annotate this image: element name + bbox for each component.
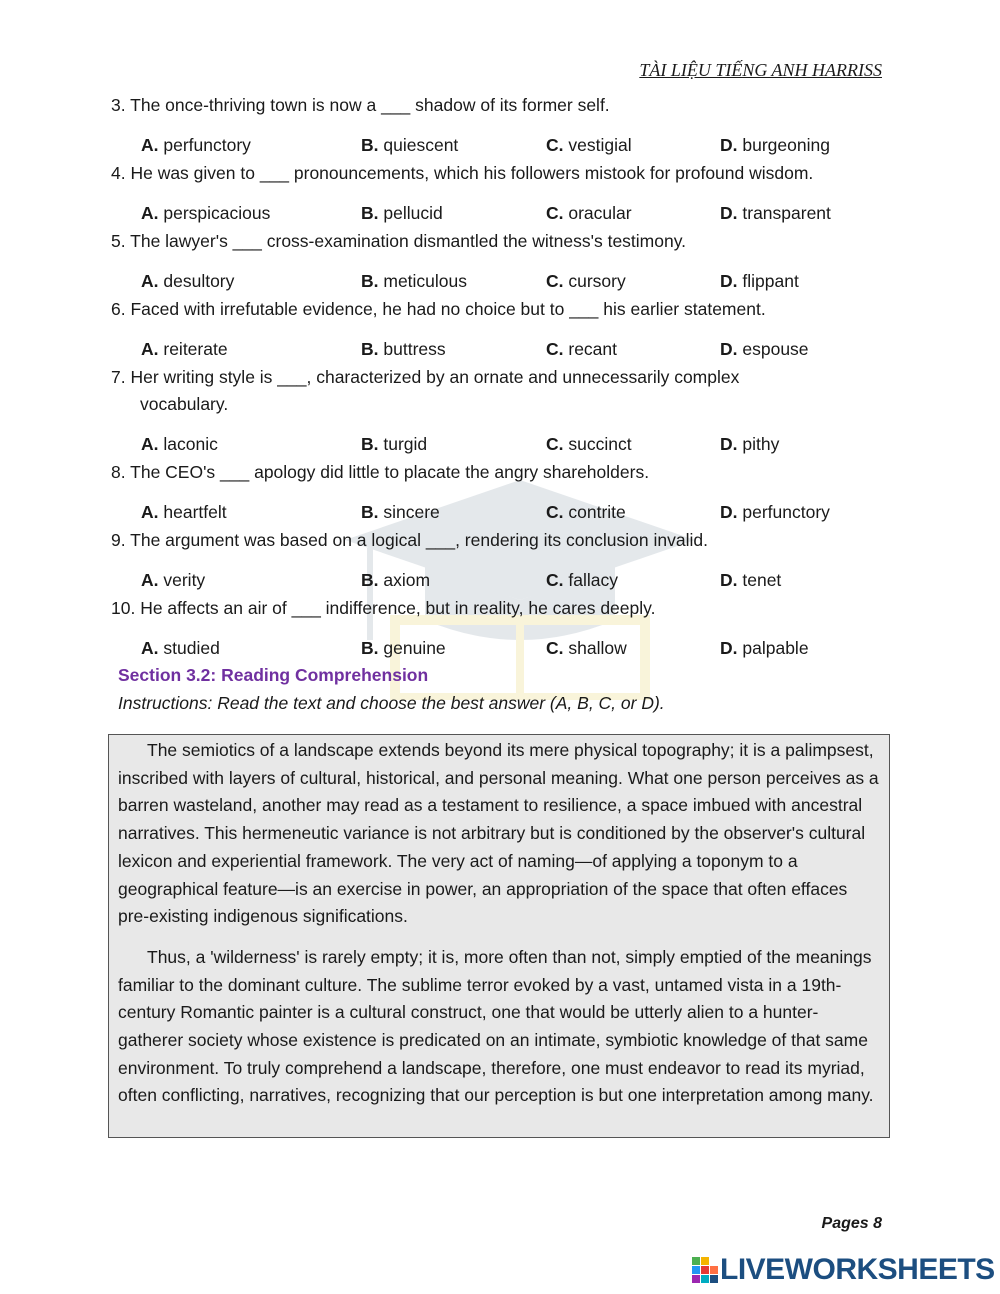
option-c[interactable]: C. cursory <box>546 271 626 291</box>
question-stem: 3. The once-thriving town is now a ___ shadow of its former self. <box>111 95 610 115</box>
answer-options <box>111 635 911 662</box>
page-number: Pages 8 <box>821 1215 882 1232</box>
option-b[interactable]: B. buttress <box>361 339 446 359</box>
answer-options <box>111 336 911 363</box>
option-d[interactable]: D. pithy <box>720 434 780 454</box>
option-b[interactable]: B. pellucid <box>361 203 443 223</box>
liveworksheets-brand[interactable] <box>692 1252 995 1288</box>
option-c[interactable]: C. vestigial <box>546 135 632 155</box>
option-a[interactable]: A. laconic <box>141 434 218 454</box>
question-item <box>111 228 911 295</box>
answer-options <box>111 268 911 295</box>
question-stem-continuation: vocabulary. <box>140 394 229 414</box>
option-d[interactable]: D. perfunctory <box>720 502 830 522</box>
option-a[interactable]: A. heartfelt <box>141 502 227 522</box>
passage-paragraph: The semiotics of a landscape extends beyond its mere physical topography; it is a palimpsest, inscribed with layers of cultural, historical, and personal meaning. What one person perceives as a barren wasteland, another may read as a testament to resilience, a space imbued with ancestral narratives. This hermeneutic variance is not arbitrary but is conditioned by the observer's cultural lexicon and experiential framework. The very act of naming—of applying a toponym to a geographical feature—is an exercise in power, an appropriation of the space that often effaces pre-existing indigenous significations. <box>118 740 879 927</box>
option-a[interactable]: A. reiterate <box>141 339 228 359</box>
question-item <box>111 595 911 662</box>
section-title: Section 3.2: Reading Comprehension <box>118 665 429 685</box>
question-stem: 10. He affects an air of ___ indifference, but in reality, he cares deeply. <box>111 598 656 618</box>
question-stem <box>111 364 911 418</box>
question-item <box>111 459 911 526</box>
question-stem: 6. Faced with irrefutable evidence, he had no choice but to ___ his earlier statement. <box>111 299 766 319</box>
liveworksheets-logo-icon <box>692 1257 718 1283</box>
option-a[interactable]: A. verity <box>141 570 206 590</box>
option-c[interactable]: C. succinct <box>546 434 632 454</box>
question-stem: 4. He was given to ___ pronouncements, which his followers mistook for profound wisdom. <box>111 163 814 183</box>
brand-text: LIVEWORKSHEETS <box>720 1253 995 1286</box>
option-a[interactable]: A. perfunctory <box>141 135 251 155</box>
question-item <box>111 160 911 227</box>
option-b[interactable]: B. quiescent <box>361 135 459 155</box>
question-stem: 9. The argument was based on a logical ___, rendering its conclusion invalid. <box>111 530 708 550</box>
option-a[interactable]: A. studied <box>141 638 220 658</box>
answer-options <box>111 132 911 159</box>
option-c[interactable]: C. contrite <box>546 502 626 522</box>
document-header-title: TÀI LIỆU TIẾNG ANH HARRISS <box>639 60 882 80</box>
question-list <box>111 92 911 663</box>
option-b[interactable]: B. axiom <box>361 570 431 590</box>
option-d[interactable]: D. burgeoning <box>720 135 830 155</box>
option-c[interactable]: C. recant <box>546 339 618 359</box>
answer-options <box>111 431 911 458</box>
question-stem: 5. The lawyer's ___ cross-examination dismantled the witness's testimony. <box>111 231 687 251</box>
passage-paragraph: Thus, a 'wilderness' is rarely empty; it is, more often than not, simply emptied of the meanings familiar to the dominant culture. The sublime terror evoked by a vast, untamed vista in a 19th-century Romantic painter is a cultural construct, one that would be utterly alien to a hunter-gatherer society whose existence is predicated on an intimate, symbiotic knowledge of that same environment. To truly comprehend a landscape, therefore, one must endeavor to read its myriad, often conflicting, narratives, recognizing that our perception is but one interpretation among many. <box>118 946 874 1106</box>
section-instructions: Instructions: Read the text and choose the best answer (A, B, C, or D). <box>118 693 665 713</box>
answer-options <box>111 499 911 526</box>
question-item <box>111 364 911 458</box>
question-stem-line: 7. Her writing style is ___, characterized by an ornate and unnecessarily complex <box>111 367 740 387</box>
option-d[interactable]: D. tenet <box>720 570 782 590</box>
option-d[interactable]: D. transparent <box>720 203 831 223</box>
question-item <box>111 296 911 363</box>
answer-options <box>111 567 911 594</box>
option-b[interactable]: B. genuine <box>361 638 446 658</box>
option-d[interactable]: D. espouse <box>720 339 809 359</box>
reading-passage <box>108 734 890 1138</box>
question-stem: 8. The CEO's ___ apology did little to placate the angry shareholders. <box>111 462 650 482</box>
option-d[interactable]: D. flippant <box>720 271 799 291</box>
option-b[interactable]: B. meticulous <box>361 271 468 291</box>
option-a[interactable]: A. desultory <box>141 271 235 291</box>
option-a[interactable]: A. perspicacious <box>141 203 271 223</box>
option-d[interactable]: D. palpable <box>720 638 809 658</box>
answer-options <box>111 200 911 227</box>
option-c[interactable]: C. oracular <box>546 203 632 223</box>
question-item <box>111 92 911 159</box>
option-b[interactable]: B. sincere <box>361 502 440 522</box>
option-b[interactable]: B. turgid <box>361 434 428 454</box>
option-c[interactable]: C. fallacy <box>546 570 618 590</box>
question-item <box>111 527 911 594</box>
option-c[interactable]: C. shallow <box>546 638 627 658</box>
